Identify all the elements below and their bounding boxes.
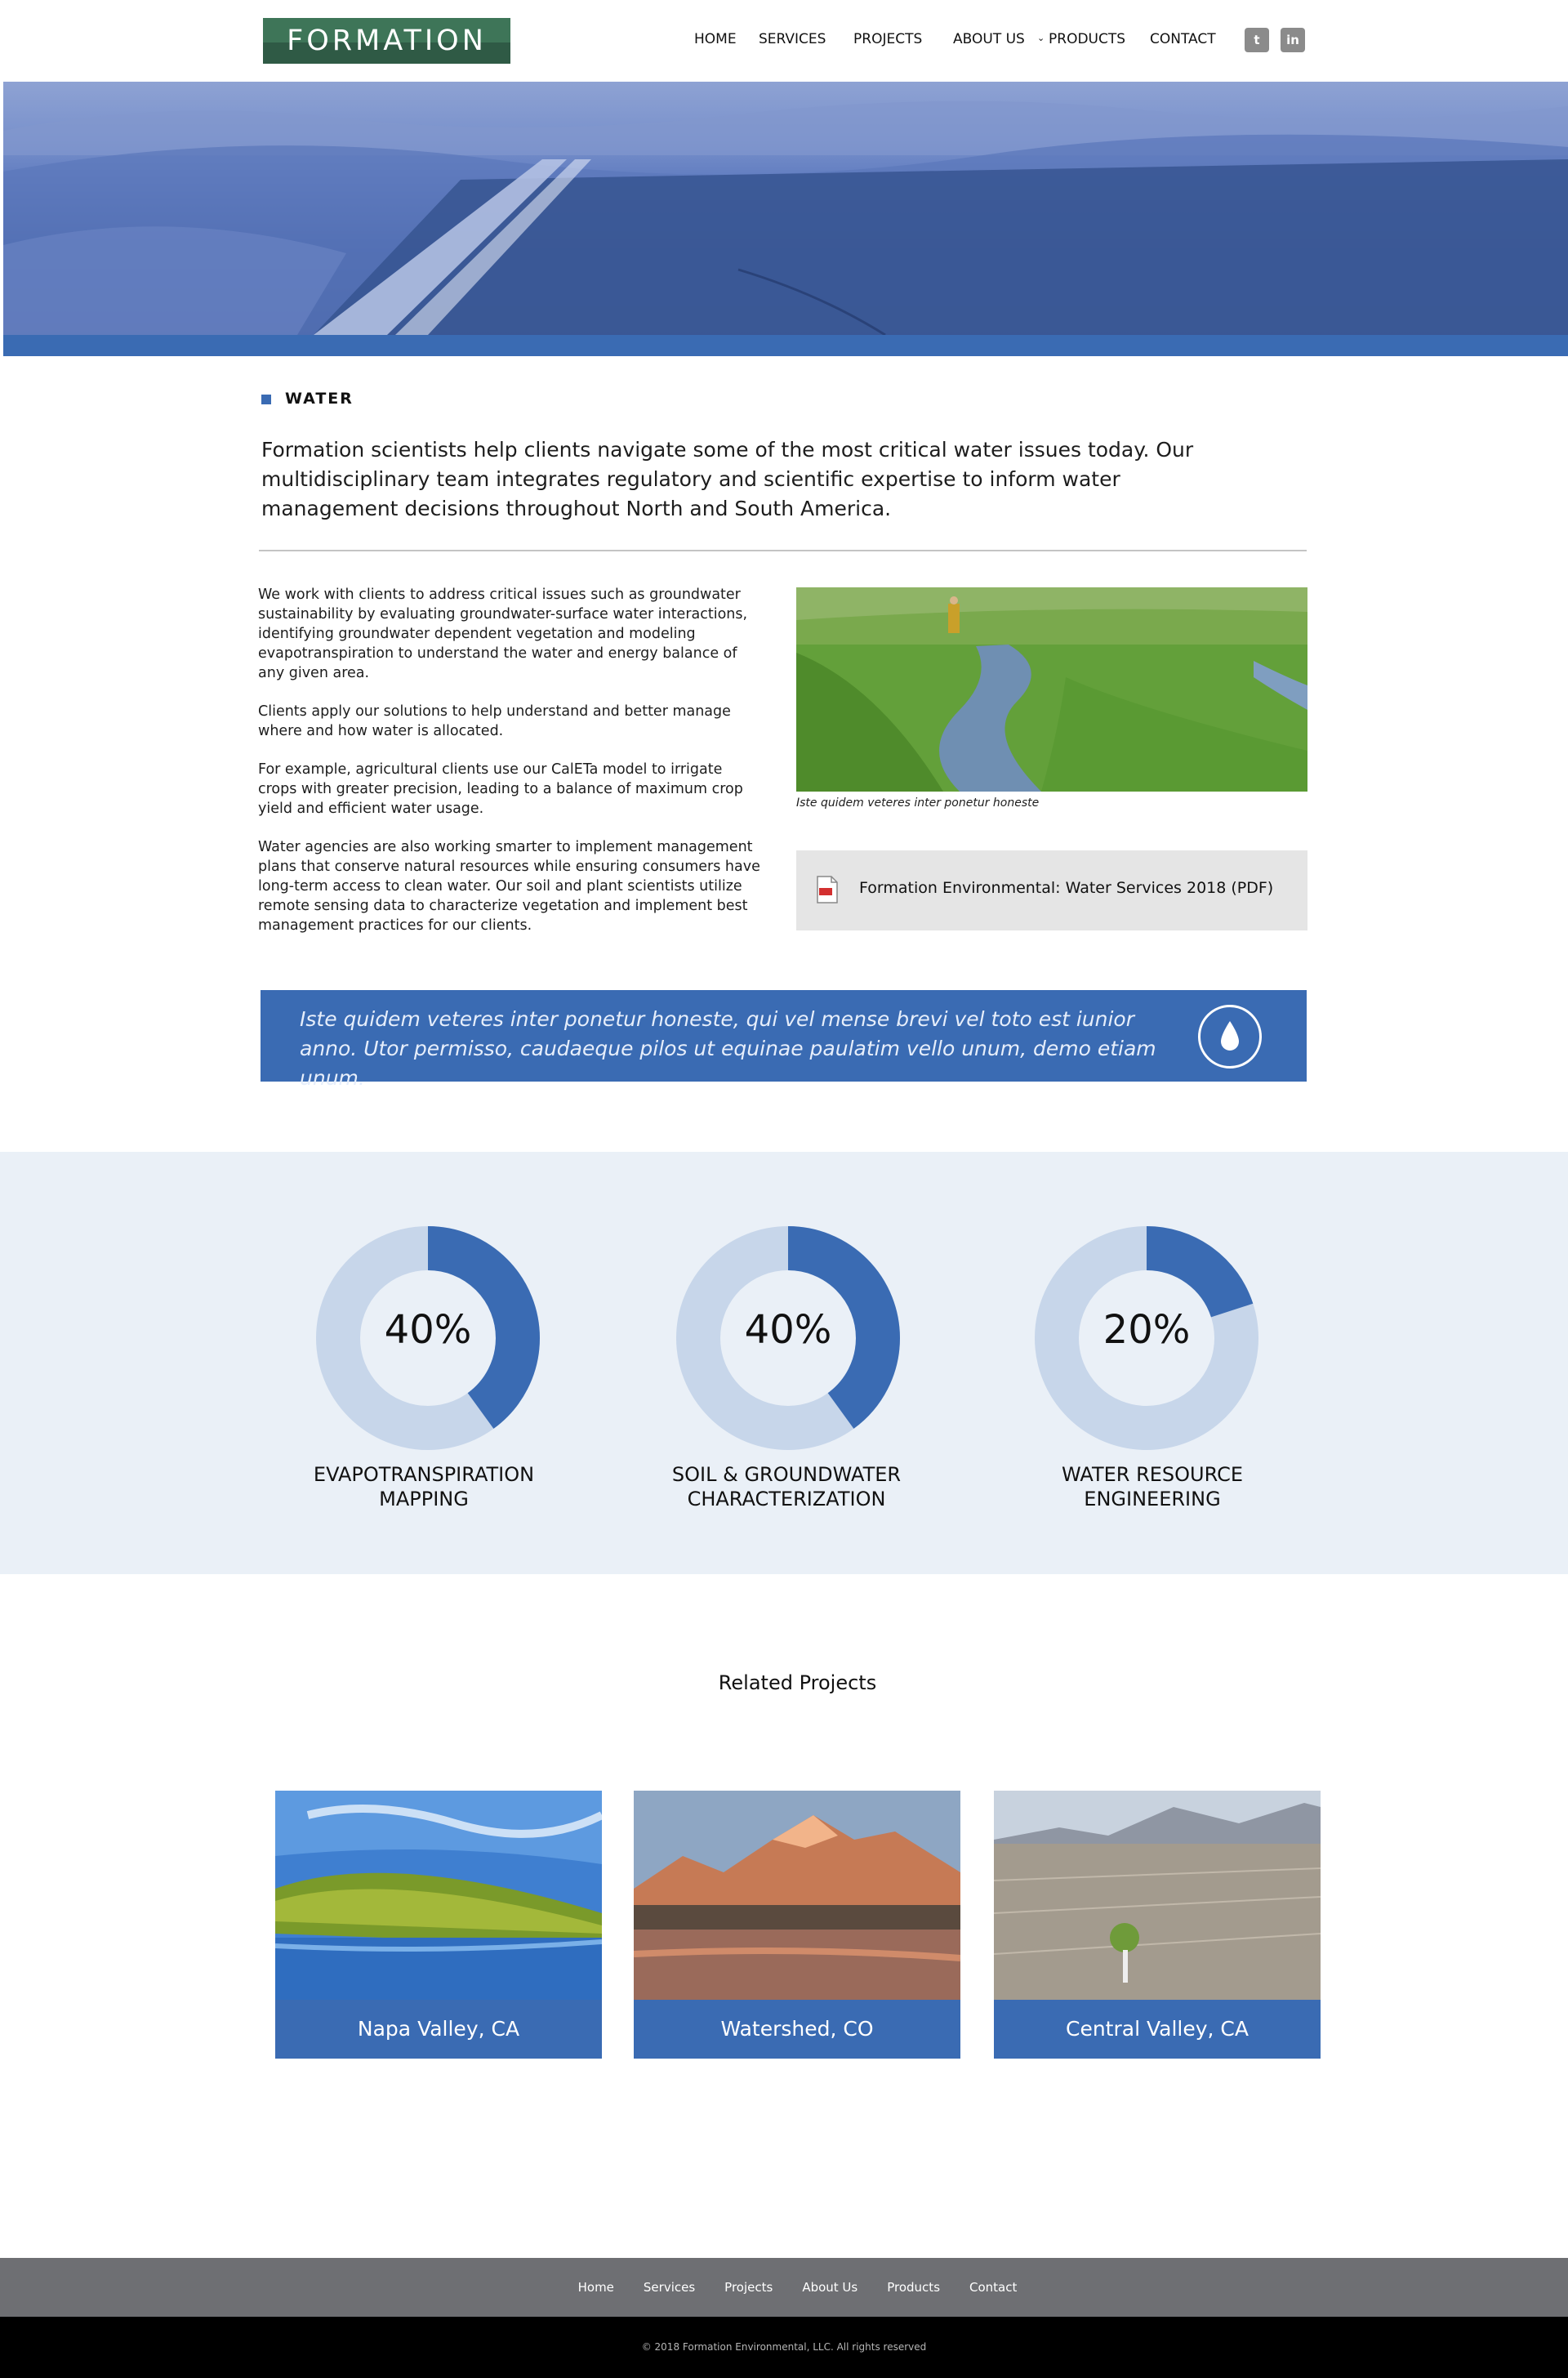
- project-card-label: Napa Valley, CA: [275, 2000, 602, 2059]
- stream-photo: [796, 587, 1307, 792]
- section-intro: Formation scientists help clients navigate some of the most critical water issues today. Our multidisciplinary team integrates regulatory and scientific expertise to inform water management decisions throughout North and South America.: [261, 438, 1194, 520]
- hero-banner-image: [3, 82, 1568, 335]
- footer-nav: [0, 2258, 1568, 2317]
- body-paragraph: Water agencies are also working smarter to implement management plans that conserve natural resources while ensuring consumers have long-term access to clean water. Our soil and plant scientists utilize remote sensing data to characterize vegetation and implement best management practices for our clients.: [258, 839, 760, 934]
- stat-label: [615, 1462, 958, 1511]
- logo-text: FORMATION: [287, 25, 487, 57]
- nav-services[interactable]: SERVICES: [759, 31, 826, 47]
- nav-home[interactable]: HOME: [694, 31, 737, 47]
- pdf-download-link[interactable]: [796, 850, 1307, 930]
- footer-link-services[interactable]: Services: [643, 2280, 696, 2295]
- body-paragraph: For example, agricultural clients use our CalETa model to irrigate crops with greater precision, leading to a balance of maximum crop yield and efficient water usage.: [258, 761, 743, 817]
- stat-label-line: ENGINEERING: [1084, 1488, 1221, 1510]
- nav-products[interactable]: PRODUCTS: [1049, 31, 1126, 47]
- chevron-down-icon[interactable]: ⌄: [1037, 33, 1045, 43]
- pdf-link-label: Formation Environmental: Water Services 2018 (PDF): [859, 879, 1274, 897]
- stat-label-line: WATER RESOURCE: [1061, 1463, 1244, 1486]
- stat-label-line: EVAPOTRANSPIRATION: [313, 1463, 535, 1486]
- nav-projects[interactable]: PROJECTS: [853, 31, 923, 47]
- section-divider: [259, 550, 1307, 551]
- stats-section: [0, 1152, 1568, 1574]
- site-footer: [0, 2258, 1568, 2317]
- footer-link-contact[interactable]: Contact: [969, 2280, 1018, 2295]
- body-paragraph: We work with clients to address critical issues such as groundwater sustainability by evaluating groundwater-surface water interactions, identifying groundwater dependent vegetation and modeling evapotranspiration to understand the water and energy balance of any given area.: [258, 587, 748, 681]
- water-drop-icon: [1198, 1005, 1262, 1069]
- related-projects-title: Related Projects: [718, 1671, 877, 1694]
- stat-percent: 40%: [384, 1307, 472, 1353]
- project-card-watershed[interactable]: [634, 1791, 960, 2059]
- section-title: WATER: [285, 390, 354, 408]
- quote-banner: [261, 990, 1307, 1090]
- project-image: [994, 1791, 1321, 2000]
- stat-label: [252, 1462, 595, 1511]
- body-text-column: [258, 585, 764, 954]
- project-card-napa[interactable]: [275, 1791, 602, 2059]
- stat-label-line: CHARACTERIZATION: [687, 1488, 886, 1510]
- stat-percent: 20%: [1102, 1307, 1191, 1353]
- project-image: [275, 1791, 602, 2000]
- stat-label-line: SOIL & GROUNDWATER: [671, 1463, 902, 1486]
- section-marker-square: [261, 395, 271, 404]
- body-paragraph: Clients apply our solutions to help understand and better manage where and how water is allocated.: [258, 703, 731, 739]
- stat-label-line: MAPPING: [379, 1488, 469, 1510]
- pdf-file-icon: [817, 876, 838, 903]
- twitter-glyph: t: [1254, 33, 1260, 47]
- photo-caption: Iste quidem veteres inter ponetur honeste: [796, 796, 1040, 810]
- project-card-label: Watershed, CO: [634, 2000, 960, 2059]
- footer-link-home[interactable]: Home: [577, 2280, 614, 2295]
- formation-logo[interactable]: [263, 18, 510, 64]
- footer-link-products[interactable]: Products: [887, 2280, 941, 2295]
- project-card-label: Central Valley, CA: [994, 2000, 1321, 2059]
- quote-text: Iste quidem veteres inter ponetur honeste, qui vel mense brevi vel toto est iunior anno. Utor permisso, caudaeque pilos ut equinae paulatim vello unum, demo etiam unum.: [300, 1007, 1156, 1090]
- linkedin-glyph: in: [1286, 33, 1299, 47]
- stat-label: [981, 1462, 1324, 1511]
- footer-link-about-us[interactable]: About Us: [802, 2280, 858, 2295]
- hero-accent-bar: [3, 335, 1568, 356]
- footer-link-projects[interactable]: Projects: [724, 2280, 773, 2295]
- site-header: [0, 0, 1568, 82]
- copyright-text: © 2018 Formation Environmental, LLC. All rights reserved: [0, 2317, 1568, 2378]
- nav-about-us[interactable]: ABOUT US: [953, 31, 1025, 47]
- linkedin-icon[interactable]: [1281, 28, 1305, 52]
- project-image: [634, 1791, 960, 2000]
- project-card-central-valley[interactable]: [994, 1791, 1321, 2059]
- stat-percent: 40%: [744, 1307, 832, 1353]
- twitter-icon[interactable]: [1245, 28, 1269, 52]
- nav-contact[interactable]: CONTACT: [1150, 31, 1216, 47]
